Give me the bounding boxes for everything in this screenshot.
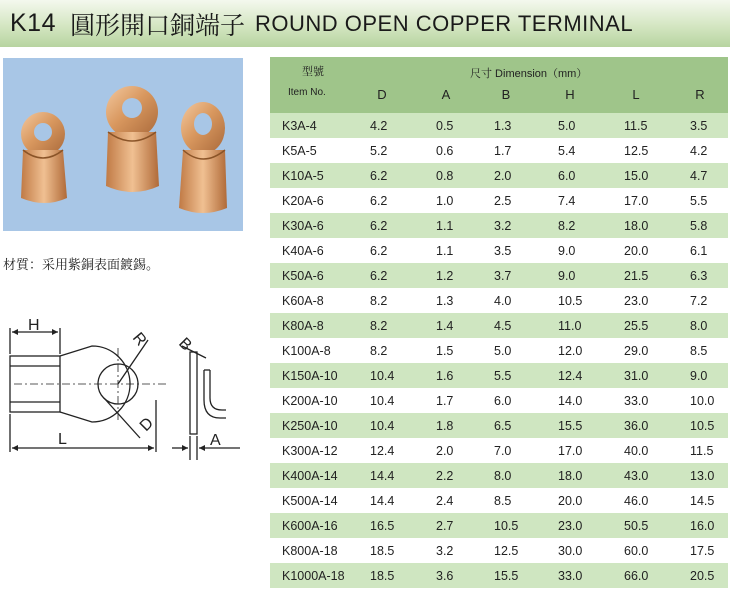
item-number-cell: K1000A-18: [282, 568, 345, 583]
dimension-cell: 5.0: [558, 118, 576, 133]
dimension-cell: 60.0: [624, 543, 649, 558]
table-row: [270, 538, 728, 563]
dim-label-H: H: [28, 317, 40, 334]
dimension-cell: 5.8: [690, 218, 708, 233]
item-number-cell: K800A-18: [282, 543, 338, 558]
dimension-cell: 1.8: [436, 418, 454, 433]
header-dimension: 尺寸 Dimension（mm）: [470, 68, 588, 80]
dimension-cell: 18.5: [370, 543, 395, 558]
dimension-cell: 6.5: [494, 418, 512, 433]
dimension-cell: 3.5: [690, 118, 708, 133]
table-row: [270, 413, 728, 438]
table-row: [270, 188, 728, 213]
dim-label-A: A: [210, 432, 221, 449]
dimension-cell: 15.5: [494, 568, 519, 583]
dimension-cell: 14.5: [690, 493, 715, 508]
dimension-cell: 23.0: [624, 293, 649, 308]
dimension-cell: 4.5: [494, 318, 512, 333]
dimension-cell: 20.0: [624, 243, 649, 258]
dimension-cell: 10.5: [690, 418, 715, 433]
terminal-large: [179, 102, 227, 213]
table-row: [270, 213, 728, 238]
terminal-small: [21, 112, 67, 203]
dimension-cell: 12.4: [558, 368, 583, 383]
table-row: [270, 238, 728, 263]
col-header-L: L: [632, 87, 640, 102]
dimension-cell: 2.7: [436, 518, 454, 533]
col-header-A: A: [441, 87, 451, 102]
item-number-cell: K400A-14: [282, 468, 338, 483]
dimension-cell: 14.0: [558, 393, 583, 408]
dimension-cell: 10.4: [370, 418, 395, 433]
dimension-cell: 16.5: [370, 518, 395, 533]
dimension-cell: 5.5: [494, 368, 512, 383]
dimension-cell: 6.2: [370, 243, 388, 258]
item-number-cell: K30A-6: [282, 218, 324, 233]
dimension-cell: 6.2: [370, 193, 388, 208]
dimension-cell: 13.0: [690, 468, 715, 483]
dimension-cell: 3.2: [436, 543, 454, 558]
col-header-R: R: [695, 87, 705, 102]
dimension-cell: 12.5: [624, 143, 649, 158]
item-number-cell: K40A-6: [282, 243, 324, 258]
table-body: [270, 113, 728, 588]
dimension-cell: 1.3: [494, 118, 512, 133]
dimension-cell: 11.5: [690, 443, 714, 458]
dimension-cell: 1.7: [436, 393, 454, 408]
dimension-cell: 5.2: [370, 143, 388, 158]
dimension-cell: 20.0: [558, 493, 583, 508]
dimension-cell: 1.1: [436, 243, 454, 258]
dimension-cell: 29.0: [624, 343, 649, 358]
table-row: [270, 313, 728, 338]
copper-terminals-illustration: [3, 58, 243, 231]
dimension-cell: 14.4: [370, 468, 395, 483]
title-english: ROUND OPEN COPPER TERMINAL: [255, 10, 634, 36]
dimension-cell: 31.0: [624, 368, 649, 383]
dimension-cell: 10.4: [370, 393, 395, 408]
dimension-cell: 6.0: [494, 393, 512, 408]
dim-label-L: L: [58, 431, 67, 448]
dimension-cell: 2.4: [436, 493, 454, 508]
dimension-cell: 40.0: [624, 443, 649, 458]
item-number-cell: K500A-14: [282, 493, 338, 508]
dimension-cell: 1.1: [436, 218, 454, 233]
item-number-cell: K5A-5: [282, 143, 317, 158]
dimension-cell: 1.2: [436, 268, 454, 283]
col-header-H: H: [565, 87, 575, 102]
dimension-cell: 15.0: [624, 168, 649, 183]
material-note: 材質：采用紫銅表面鍍錫。: [3, 258, 160, 273]
item-number-cell: K80A-8: [282, 318, 324, 333]
item-number-cell: K10A-5: [282, 168, 324, 183]
title-banner: [0, 0, 730, 47]
dimension-cell: 11.5: [624, 118, 648, 133]
dimension-cell: 4.7: [690, 168, 708, 183]
terminal-medium: [106, 86, 159, 192]
dimension-cell: 10.5: [558, 293, 583, 308]
table-row: [270, 263, 728, 288]
dimension-cell: 10.0: [690, 393, 715, 408]
dimension-cell: 12.4: [370, 443, 395, 458]
dimension-cell: 33.0: [558, 568, 583, 583]
item-number-cell: K150A-10: [282, 368, 338, 383]
dimension-cell: 8.2: [370, 318, 388, 333]
dimension-cell: 10.5: [494, 518, 519, 533]
dimension-cell: 33.0: [624, 393, 649, 408]
dimension-cell: 2.0: [494, 168, 512, 183]
dimension-cell: 50.5: [624, 518, 649, 533]
dimension-cell: 17.0: [558, 443, 583, 458]
dimension-cell: 23.0: [558, 518, 583, 533]
dimension-cell: 18.0: [624, 218, 649, 233]
dimension-cell: 2.0: [436, 443, 454, 458]
header-item-no: Item No.: [288, 87, 326, 98]
dimension-cell: 8.2: [370, 293, 388, 308]
dimension-cell: 6.2: [370, 218, 388, 233]
table-row: [270, 463, 728, 488]
dimension-cell: 3.7: [494, 268, 512, 283]
dim-label-D: D: [136, 414, 158, 435]
table-row: [270, 388, 728, 413]
item-number-cell: K50A-6: [282, 268, 324, 283]
dimension-cell: 6.0: [558, 168, 576, 183]
item-number-cell: K20A-6: [282, 193, 324, 208]
table-row: [270, 288, 728, 313]
dimension-cell: 12.0: [558, 343, 583, 358]
table-row: [270, 138, 728, 163]
col-header-B: B: [501, 87, 511, 102]
dimension-cell: 4.0: [494, 293, 512, 308]
dimension-cell: 8.2: [558, 218, 576, 233]
dimension-cell: 1.0: [436, 193, 454, 208]
product-photo: [3, 58, 243, 231]
dimension-cell: 66.0: [624, 568, 649, 583]
dimension-cell: 1.7: [494, 143, 512, 158]
technical-drawing: [0, 300, 262, 470]
dimension-cell: 14.4: [370, 493, 395, 508]
dimension-cell: 8.0: [494, 468, 512, 483]
dim-label-B: B: [175, 334, 195, 355]
dimension-cell: 43.0: [624, 468, 649, 483]
dimension-cell: 0.8: [436, 168, 454, 183]
dimension-cell: 5.5: [690, 193, 708, 208]
spec-table: [270, 57, 728, 588]
dimension-cell: 3.5: [494, 243, 512, 258]
dimension-cell: 9.0: [558, 268, 576, 283]
table-row: [270, 338, 728, 363]
dimension-cell: 12.5: [494, 543, 519, 558]
dimension-cell: 17.5: [690, 543, 715, 558]
dimension-cell: 2.5: [494, 193, 512, 208]
title-code: K14: [10, 9, 56, 37]
dimension-cell: 16.0: [690, 518, 715, 533]
dimension-cell: 2.2: [436, 468, 454, 483]
table-row: [270, 363, 728, 388]
item-number-cell: K3A-4: [282, 118, 317, 133]
item-number-cell: K60A-8: [282, 293, 324, 308]
dimension-cell: 1.6: [436, 368, 454, 383]
table-row: [270, 488, 728, 513]
dimension-cell: 8.2: [370, 343, 388, 358]
title-chinese: 圓形開口銅端子: [69, 10, 245, 40]
dimension-cell: 1.3: [436, 293, 454, 308]
table-row: [270, 513, 728, 538]
header-model-cn: 型號: [302, 66, 324, 78]
dim-label-R: R: [128, 329, 150, 350]
item-number-cell: K100A-8: [282, 343, 331, 358]
dimension-cell: 5.4: [558, 143, 576, 158]
table-row: [270, 563, 728, 588]
dimension-cell: 9.0: [690, 368, 708, 383]
dimension-cell: 3.6: [436, 568, 454, 583]
dimension-cell: 4.2: [370, 118, 388, 133]
dimension-cell: 8.0: [690, 318, 708, 333]
col-header-D: D: [377, 87, 387, 102]
dimension-cell: 36.0: [624, 418, 649, 433]
dimension-cell: 3.2: [494, 218, 512, 233]
dimension-cell: 1.5: [436, 343, 454, 358]
dimension-cell: 8.5: [690, 343, 708, 358]
dimension-cell: 25.5: [624, 318, 649, 333]
dimension-cell: 7.0: [494, 443, 512, 458]
dimension-cell: 10.4: [370, 368, 395, 383]
dimension-cell: 11.0: [558, 318, 582, 333]
dimension-cell: 1.4: [436, 318, 454, 333]
dimension-cell: 18.0: [558, 468, 583, 483]
item-number-cell: K300A-12: [282, 443, 338, 458]
item-number-cell: K200A-10: [282, 393, 338, 408]
dimension-cell: 8.5: [494, 493, 512, 508]
dimension-cell: 0.6: [436, 143, 454, 158]
item-number-cell: K600A-16: [282, 518, 338, 533]
dimension-cell: 4.2: [690, 143, 708, 158]
dimension-cell: 18.5: [370, 568, 395, 583]
dimension-cell: 21.5: [624, 268, 649, 283]
dimension-cell: 0.5: [436, 118, 454, 133]
dimension-cell: 6.1: [690, 243, 708, 258]
dimension-cell: 20.5: [690, 568, 715, 583]
dimension-cell: 5.0: [494, 343, 512, 358]
dimension-cell: 46.0: [624, 493, 649, 508]
table-header: [270, 57, 728, 113]
dimension-cell: 7.4: [558, 193, 576, 208]
item-number-cell: K250A-10: [282, 418, 338, 433]
table-row: [270, 438, 728, 463]
dimension-cell: 9.0: [558, 243, 576, 258]
dimension-cell: 30.0: [558, 543, 583, 558]
dimension-cell: 7.2: [690, 293, 708, 308]
dimension-cell: 6.2: [370, 268, 388, 283]
dimension-cell: 6.3: [690, 268, 708, 283]
dimension-cell: 6.2: [370, 168, 388, 183]
dimension-cell: 15.5: [558, 418, 583, 433]
table-row: [270, 163, 728, 188]
dimension-cell: 17.0: [624, 193, 649, 208]
table-row: [270, 113, 728, 138]
